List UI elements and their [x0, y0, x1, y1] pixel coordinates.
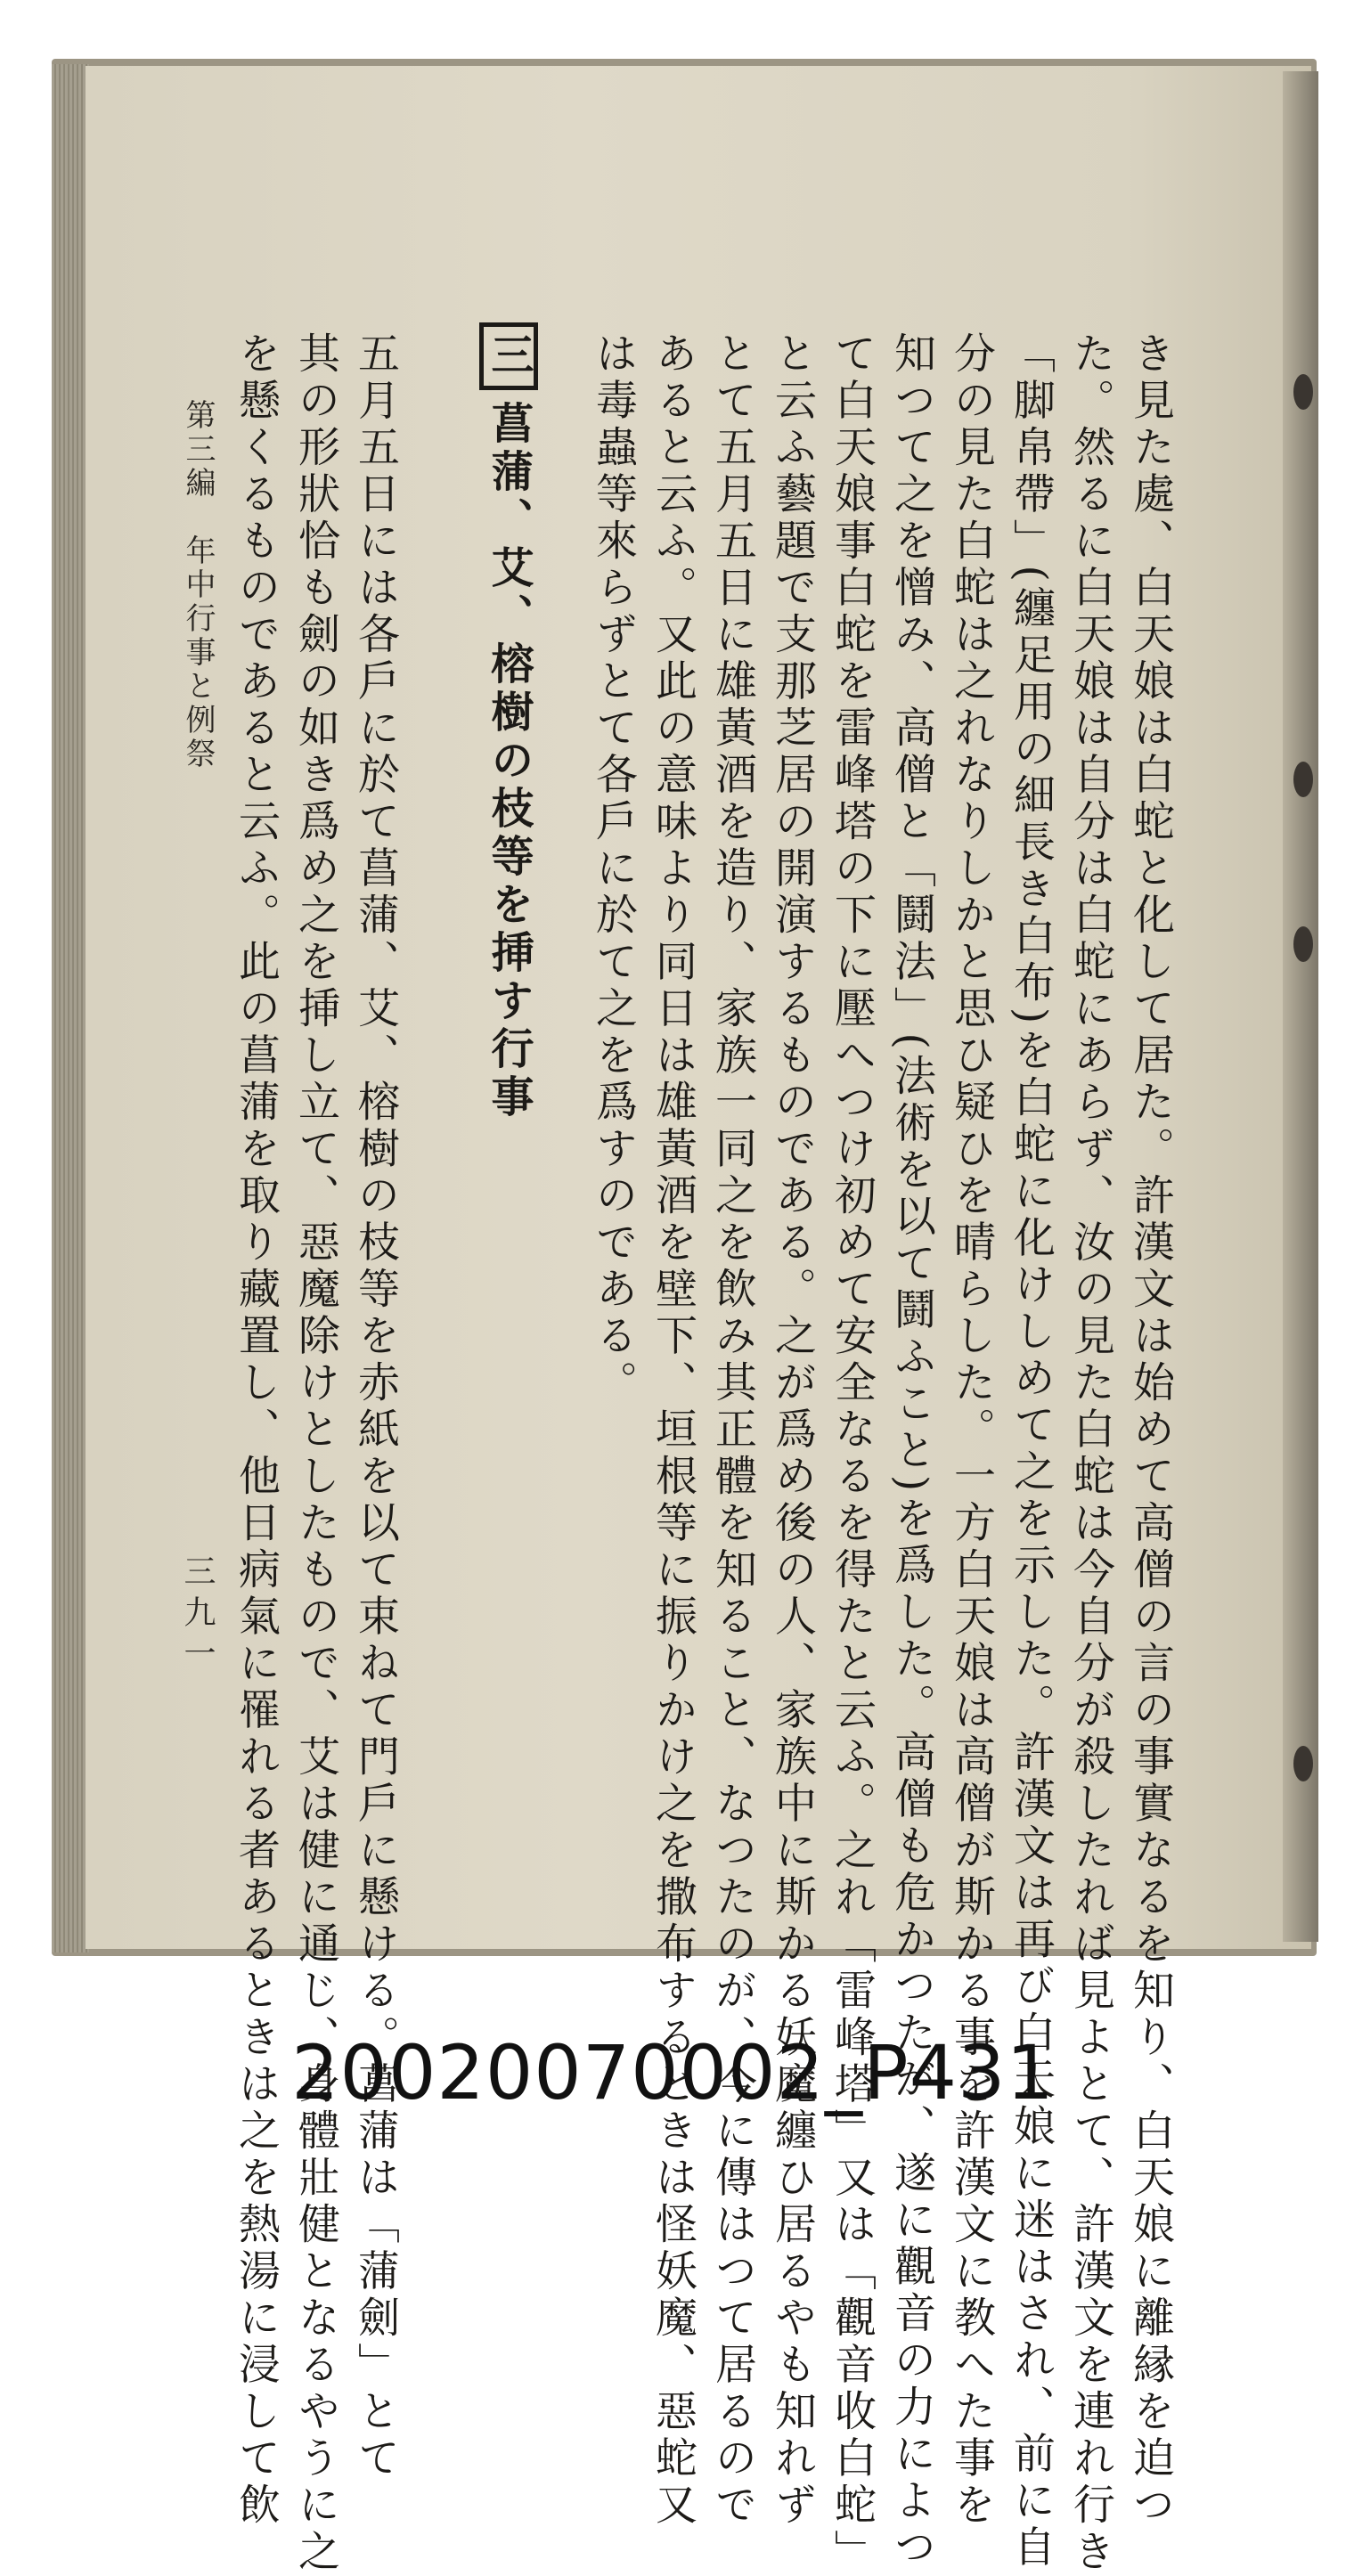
section-column-3: を懸くるものであると云ふ。此の菖蒲を取り藏置し、他日病氣に罹れる者あるときは之を熱湯に浸して飲 — [232, 331, 281, 2530]
body-column-5: 知つて之を憎み、高僧と「鬪法」(法術を以て鬪ふこと)を爲した。高僧も危かつたが、遂に觀音の力によつ — [887, 331, 936, 2572]
body-column-8: とて五月五日に雄黃酒を造り、家族一同之を飲み其正體を知ること、なつたのが、今に傳はつて居るので — [708, 331, 757, 2530]
section-column-2: 其の形狀恰も劍の如き爲め之を挿し立て、惡魔除けとしたもので、艾は健に通じ、身體壯健となるやうに之 — [291, 331, 340, 2576]
body-column-10: は毒蟲等來らずとて各戶に於て之を爲すのである。 — [589, 331, 638, 1407]
binding-hole — [1293, 1746, 1313, 1781]
section-number: 三 — [479, 322, 538, 390]
binding-hole — [1293, 762, 1313, 797]
page-number: 三九一 — [179, 1554, 216, 1677]
running-title: 第三編 年中行事と例祭 — [180, 399, 216, 771]
binding-hole — [1293, 926, 1313, 962]
body-column-4: 分の見た白蛇は之れなりしかと思ひ疑ひを晴らした。一方白天娘は高僧が斯かる事を許漢文に教へた事を — [947, 331, 996, 2530]
body-column-9: あると云ふ。又此の意味より同日は雄黃酒を壁下、垣根等に振りかけ之を撒布するときは怪妖魔、惡蛇又 — [649, 331, 697, 2530]
section-column-1: 五月五日には各戶に於て菖蒲、艾、榕樹の枝等を赤紙を以て束ねて門戶に懸ける。菖蒲は「蒲劍」とて — [351, 331, 400, 2482]
archive-caption: 20020070002_P431 — [291, 2029, 1055, 2116]
body-column-1: き見た處、白天娘は白蛇と化して居た。許漢文は始めて高僧の言の事實なるを知り、白天娘に離縁を迫つ — [1126, 331, 1175, 2530]
section-heading — [479, 322, 538, 1122]
body-column-7: と云ふ藝題で支那芝居の開演するものである。之が爲め後の人、家族中に斯かる妖魔纏ひ居るやも知れず — [768, 331, 817, 2530]
binding-hole — [1293, 374, 1313, 410]
book-gutter — [1283, 71, 1318, 1942]
page-edges — [52, 64, 89, 1952]
section-title: 菖蒲、艾、榕樹の枝等を挿す行事 — [484, 401, 534, 1122]
body-column-3: 「脚帛帶」(纏足用の細長き白布)を白蛇に化けしめて之を示した。許漢文は再び白天娘に迷はされ、前に自 — [1007, 331, 1056, 2572]
body-column-2: た。然るに白天娘は自分は白蛇にあらず、汝の見た白蛇は今自分が殺したれば見よとて、許漢文を連れ行き — [1066, 331, 1115, 2576]
body-column-6: て白天娘事白蛇を雷峰塔の下に壓へつけ初めて安全なるを得たと云ふ。之れ「雷峰塔」又は「觀音收白蛇」 — [828, 331, 877, 2576]
